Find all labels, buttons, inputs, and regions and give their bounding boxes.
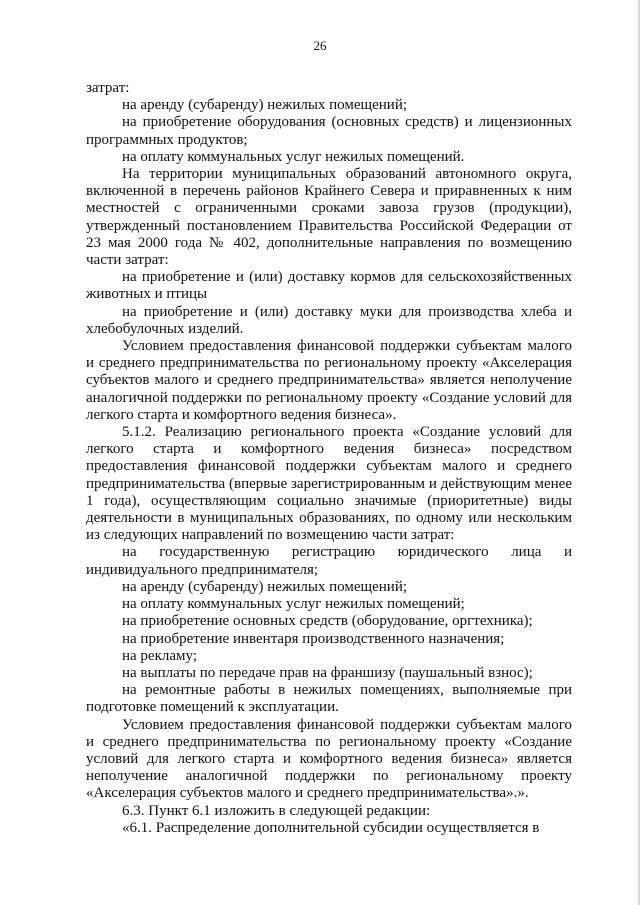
paragraph: на приобретение основных средств (оборудование, оргтехника); — [122, 613, 533, 630]
paragraph: на приобретение оборудования (основных средств) и лицензионных программных продуктов; — [86, 114, 572, 148]
paragraph: на приобретение и (или) доставку муки для производства хлеба и хлебобулочных изделий. — [86, 303, 572, 337]
paragraph: 5.1.2. Реализацию регионального проекта «Создание условий для легкого старта и комфортного ведения бизнеса» посредством предоставления финансовой поддержки субъектам малого и среднего предпринимательства (впервые зарегистрированным и действующим менее 1 года), осуществляющим социально значимые (приоритетные) виды деятельности в муниципальных образованиях, по одному или нескольким из следующих направлений по возмещению части затрат: — [86, 424, 572, 544]
paragraph: на оплату коммунальных услуг нежилых помещений. — [122, 148, 465, 165]
page-number: 26 — [313, 38, 327, 53]
paragraph: Условием предоставления финансовой поддержки субъектам малого и среднего предпринимательства по региональному проекту «Акселерация субъектов малого и среднего предпринимательства» является неполучение аналогичной поддержки по региональному проекту «Создание условий для легкого старта и комфортного ведения бизнеса». — [86, 338, 572, 423]
paragraph: на ремонтные работы в нежилых помещениях, выполняемые при подготовке помещений к эксплуатации. — [86, 682, 572, 716]
paragraph: на аренду (субаренду) нежилых помещений; — [122, 97, 408, 114]
paragraph: на государственную регистрацию юридического лица и индивидуального предпринимателя; — [86, 544, 572, 578]
paragraph: на приобретение инвентаря производственного назначения; — [122, 630, 505, 647]
paragraph: на оплату коммунальных услуг нежилых помещений; — [122, 596, 465, 613]
paragraph: 6.3. Пункт 6.1 изложить в следующей редакции: — [122, 802, 431, 819]
paragraph: на приобретение и (или) доставку кормов для сельскохозяйственных животных и птицы — [86, 269, 572, 303]
paragraph: Условием предоставления финансовой поддержки субъектам малого и среднего предпринимательства по региональному проекту «Создание условий для легкого старта и комфортного ведения бизнеса» является неполучение аналогичной поддержки по региональному проекту «Акселерация субъектов малого и среднего предпринимательства».». — [86, 716, 572, 802]
paragraph: на рекламу; — [122, 647, 197, 664]
paragraph: на аренду (субаренду) нежилых помещений; — [122, 578, 408, 595]
paragraph: На территории муниципальных образований автономного округа, включенной в перечень районов Крайнего Севера и приравненных к ним местностей с ограниченными сроками завоза грузов (продукции), утвержденный постановлением Правительства Российской Федерации от 23 мая 2000 года № 402, дополнительные направления по возмещению части затрат: — [86, 166, 572, 269]
document-body — [86, 80, 572, 837]
paragraph: «6.1. Распределение дополнительной субсидии осуществляется в — [122, 819, 540, 836]
paragraph: затрат: — [86, 80, 130, 96]
paragraph: на выплаты по передаче прав на франшизу (паушальный взнос); — [122, 664, 533, 681]
